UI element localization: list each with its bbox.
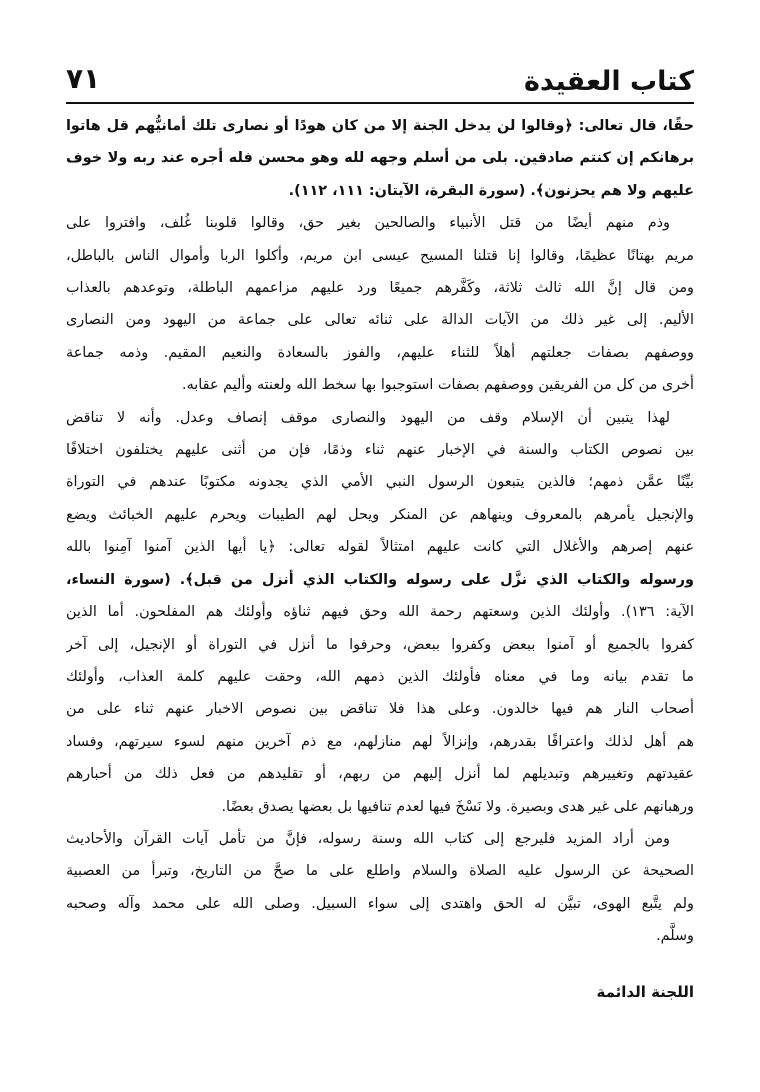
text-line: أخرى من كل من الفريقين ووصفهم بصفات استوجبوا بها سخط الله ولعنته وأليم عقابه.	[182, 377, 694, 394]
text-line: مريم بهتانًا عظيمًا، وقالوا إنا قتلنا المسيح عيسى ابن مريم، وأكلوا الربا وأموال الناس بالباطل،	[66, 247, 694, 264]
text-line: بيِّنًا عمَّن ذمهم؛ فالذين يتبعون الرسول النبي الأمي الذي يجدونه مكتوبًا عندهم في التوراة	[66, 474, 694, 491]
text-line: ورسوله والكتاب الذي نزَّل على رسوله والكتاب الذي أنزل من قبل﴾. (سورة النساء،	[66, 571, 694, 588]
text-line: الصحيحة عن الرسول عليه الصلاة والسلام واطلع على ما صحَّ من التاريخ، وتبرأ من العصبية	[66, 863, 694, 880]
text-line: كفروا بالجميع أو آمنوا ببعض وكفروا ببعض، وحرفوا ما أنزل في التوراة أو الإنجيل، إلى آخر	[66, 636, 694, 653]
page-header	[66, 62, 694, 104]
text-line: ومن قال إنَّ الله ثالث ثلاثة، وكَفَّرهم جميعًا ورد عليهم مزاعمهم الباطلة، وتوعدهم بالعذاب	[66, 280, 694, 297]
signature: اللجنة الدائمة	[596, 983, 694, 1001]
text-line: عقيدتهم وتغييرهم وتبديلهم لما أنزل إليهم من ربهم، أو تقليدهم من فعل ذلك من أحبارهم	[66, 766, 694, 783]
text-line: بين نصوص الكتاب والسنة في الإخبار عنهم ثناء وذمًا، فإن من أثنى عليهم يختلفون اختلافًا	[66, 442, 694, 459]
text-line: ووصفهم بصفات جعلتهم أهلاً للثناء عليهم، والفوز بالسعادة والنعيم المقيم. وذمه جماعة	[66, 344, 694, 361]
text-line: أصحاب النار هم فيها خالدون. وعلى هذا فلا تناقض بين نصوص الاخبار عنهم ثناء على من	[66, 701, 694, 718]
book-title: كتاب العقيدة	[523, 66, 694, 97]
text-line: ما تقدم بيانه وما في معناه فأولئك الذين ذمهم الله، وحقت عليهم كلمة العذاب، وأولئك	[66, 668, 694, 685]
text-line: عنهم إصرهم والأغلال التي كانت عليهم امتثالاً لقوله تعالى: ﴿يا أيها الذين آمنوا آمِنوا بالله	[66, 539, 694, 556]
text-line: والإنجيل يأمرهم بالمعروف وينهاهم عن المنكر ويحل لهم الطيبات ويحرم عليهم الخبائث ويضع	[66, 506, 694, 523]
text-line: ولم يتَّبع الهوى، تبيَّن له الحق واهتدى إلى سواء السبيل. وصلى الله على محمد وآله وصحبه	[66, 895, 694, 912]
body-text	[66, 110, 694, 953]
text-line: وسلَّم.	[656, 928, 694, 945]
text-line: ورهبانهم على غير هدى وبصيرة. ولا نَسْخَ فيها لعدم تنافيها بل بعضها يصدق بعضًا.	[221, 798, 694, 815]
page-number: ٧١	[66, 62, 101, 95]
text-line: الأليم. إلى غير ذلك من الآيات الدالة على ثنائه تعالى على جماعة من اليهود ومن النصارى	[66, 312, 694, 329]
text-line: وذم منهم أيضًا من قتل الأنبياء والصالحين بغير حق، وقالوا قلوبنا غُلف، وافتروا على	[66, 215, 670, 232]
text-line: برهانكم إن كنتم صادقين. بلى من أسلم وجهه لله وهو محسن فله أجره عند ربه ولا خوف	[66, 150, 694, 167]
text-line: هم أهل لذلك واعترافًا بقدرهم، وإنزالاً لهم منازلهم، مع ذم آخرين منهم لسوء سيرتهم، وفساد	[66, 733, 694, 750]
text-line: ومن أراد المزيد فليرجع إلى كتاب الله وسنة رسوله، فإنَّ من تأمل آيات القرآن والأحاديث	[66, 830, 670, 847]
text-line: الآية: ١٣٦). وأولئك الذين وسعتهم رحمة الله وحق فيهم ثناؤه وأولئك هم المفلحون. أما الذين	[66, 604, 694, 621]
text-line: لهذا يتبين أن الإسلام وقف من اليهود والنصارى موقف إنصاف وعدل. وأنه لا تناقض	[66, 409, 670, 426]
text-line: عليهم ولا هم يحزنون﴾. (سورة البقرة، الآيتان: ١١١، ١١٢).	[288, 182, 694, 199]
text-line: حقًا، قال تعالى: ﴿وقالوا لن يدخل الجنة إلا من كان هودًا أو نصارى تلك أمانيُّهم قل هاتوا	[66, 118, 694, 134]
